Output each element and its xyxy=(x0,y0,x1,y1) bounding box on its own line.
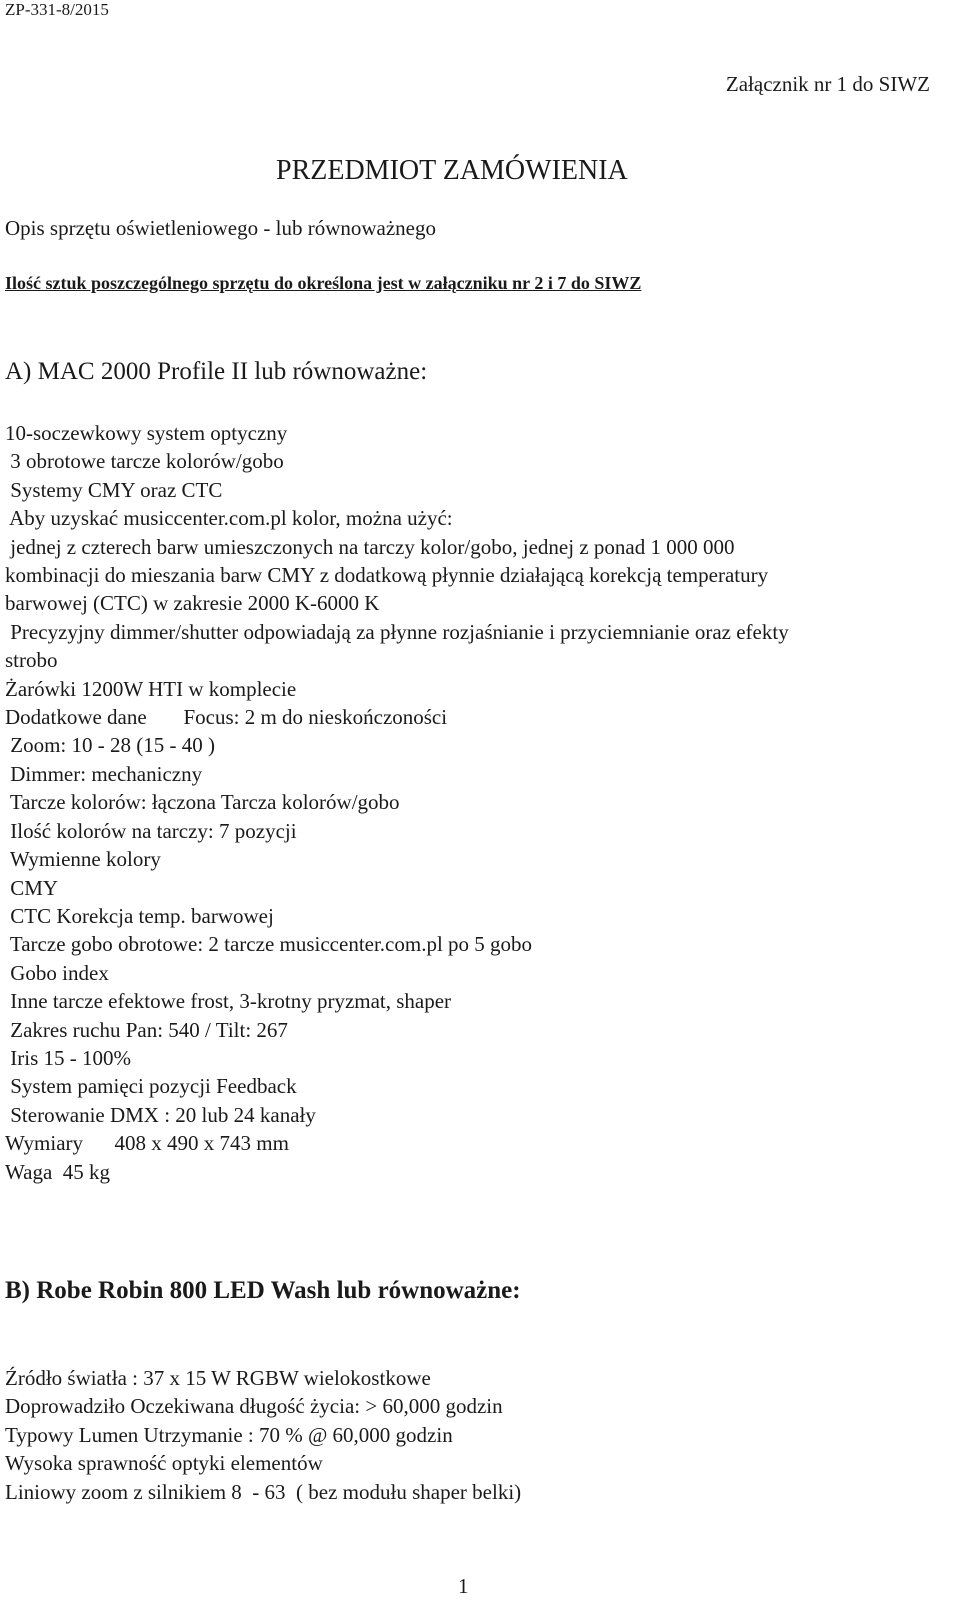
spec-line: Tarcze gobo obrotowe: 2 tarcze musiccenter.com.pl po 5 gobo xyxy=(5,932,533,957)
subtitle: Opis sprzętu oświetleniowego - lub równoważnego xyxy=(5,216,436,240)
spec-line: Iris 15 - 100% xyxy=(5,1045,131,1070)
spec-line: Aby uzyskać musiccenter.com.pl kolor, można użyć: xyxy=(5,506,453,531)
section-b-heading: B) Robe Robin 800 LED Wash lub równoważne: xyxy=(5,1277,521,1304)
spec-line: Inne tarcze efektowe frost, 3-krotny pryzmat, shaper xyxy=(5,989,452,1014)
section-a-heading: A) MAC 2000 Profile II lub równoważne: xyxy=(5,358,428,385)
spec-line: strobo xyxy=(5,648,58,673)
spec-line: kombinacji do mieszania barw CMY z dodatkową płynnie działającą korekcją temperatury xyxy=(5,563,769,588)
spec-line: Zakres ruchu Pan: 540 / Tilt: 267 xyxy=(5,1017,288,1042)
spec-line: Dodatkowe dane Focus: 2 m do nieskończoności xyxy=(5,705,448,730)
spec-line: Liniowy zoom z silnikiem 8 - 63 ( bez modułu shaper belki) xyxy=(5,1479,522,1504)
spec-line: Gobo index xyxy=(5,960,109,985)
spec-line: 10-soczewkowy system optyczny xyxy=(5,421,288,445)
spec-line: Doprowadziło Oczekiwana długość życia: > 60,000 godzin xyxy=(5,1394,503,1419)
section-a-specs xyxy=(5,419,940,1186)
section-b-specs xyxy=(5,1364,940,1506)
spec-line: Źródło światła : 37 x 15 W RGBW wielokostkowe xyxy=(5,1366,431,1390)
spec-line: Typowy Lumen Utrzymanie : 70 % @ 60,000 godzin xyxy=(5,1422,453,1447)
page-number: 1 xyxy=(458,1574,469,1598)
spec-line: System pamięci pozycji Feedback xyxy=(5,1074,297,1099)
spec-line: Zoom: 10 - 28 (15 - 40 ) xyxy=(5,733,215,758)
spec-line: jednej z czterech barw umieszczonych na tarczy kolor/gobo, jednej z ponad 1 000 000 xyxy=(5,534,735,559)
spec-line: barwowej (CTC) w zakresie 2000 K-6000 K xyxy=(5,591,380,616)
document-id: ZP-331-8/2015 xyxy=(5,0,109,19)
page-title: PRZEDMIOT ZAMÓWIENIA xyxy=(276,155,628,186)
spec-line: Ilość kolorów na tarczy: 7 pozycji xyxy=(5,818,297,843)
spec-line: CMY xyxy=(5,875,59,900)
spec-line: Wymienne kolory xyxy=(5,847,161,872)
spec-line: Wymiary 408 x 490 x 743 mm xyxy=(5,1131,289,1156)
spec-line: Dimmer: mechaniczny xyxy=(5,761,203,786)
spec-line: Wysoka sprawność optyki elementów xyxy=(5,1451,323,1476)
spec-line: CTC Korekcja temp. barwowej xyxy=(5,903,274,928)
spec-line: Waga 45 kg xyxy=(5,1159,111,1184)
spec-line: 3 obrotowe tarcze kolorów/gobo xyxy=(5,449,284,474)
annex-label: Załącznik nr 1 do SIWZ xyxy=(725,72,930,96)
spec-line: Sterowanie DMX : 20 lub 24 kanały xyxy=(5,1102,316,1127)
quantity-note: Ilość sztuk poszczególnego sprzętu do określona jest w załączniku nr 2 i 7 do SIWZ xyxy=(5,273,642,293)
spec-line: Tarcze kolorów: łączona Tarcza kolorów/gobo xyxy=(5,790,400,815)
spec-line: Precyzyjny dimmer/shutter odpowiadają za płynne rozjaśnianie i przyciemnianie oraz efekty xyxy=(5,619,789,644)
spec-line: Systemy CMY oraz CTC xyxy=(5,477,223,502)
spec-line: Żarówki 1200W HTI w komplecie xyxy=(5,676,297,701)
